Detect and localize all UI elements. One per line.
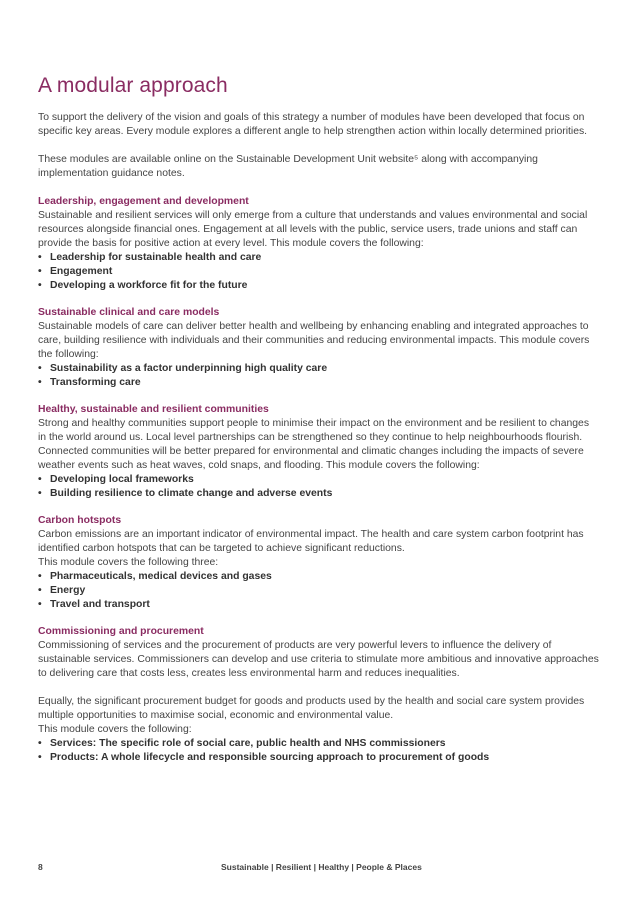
- module-section: [38, 306, 603, 390]
- text-line: sustainable services. Commissioners can develop and use criteria to stimulate more ambitious and innovative approaches: [38, 654, 599, 665]
- section-body: [38, 209, 603, 251]
- section-body: [38, 320, 603, 362]
- bullet-item: [38, 598, 603, 612]
- main-content: [38, 111, 603, 778]
- section-heading: Commissioning and procurement: [38, 626, 204, 637]
- bullet-text: Sustainability as a factor underpinning high quality care: [50, 363, 328, 374]
- bullet-text: Engagement: [50, 266, 113, 277]
- text-line: These modules are available online on the Sustainable Development Unit website⁵ along with accompanying: [38, 154, 538, 165]
- bullet-icon: •: [38, 571, 42, 582]
- text-line: resources alongside financial ones. Engagement at all levels with the public, service users, trade unions and staff can: [38, 224, 578, 235]
- bullet-text: Pharmaceuticals, medical devices and gases: [50, 571, 272, 582]
- bullet-text: Transforming care: [50, 377, 141, 388]
- bullet-text: Building resilience to climate change and adverse events: [50, 488, 333, 499]
- bullet-item: [38, 737, 603, 751]
- bullet-icon: •: [38, 252, 42, 263]
- bullet-icon: •: [38, 363, 42, 374]
- bullet-item: [38, 362, 603, 376]
- bullet-icon: •: [38, 377, 42, 388]
- text-line: weather events such as heat waves, cold snaps, and flooding. This module covers the following:: [38, 460, 480, 471]
- section-body: [38, 417, 603, 473]
- text-line: Strong and healthy communities support people to minimise their impact on the environment and be resilient to changes: [38, 418, 590, 429]
- bullet-item: [38, 751, 603, 765]
- bullet-icon: •: [38, 474, 42, 485]
- text-line: Carbon emissions are an important indicator of environmental impact. The health and care system carbon footprint has: [38, 529, 584, 540]
- bullet-item: [38, 265, 603, 279]
- bullet-text: Travel and transport: [50, 599, 150, 610]
- bullet-list: [38, 251, 603, 293]
- bullet-icon: •: [38, 752, 42, 763]
- text-line: in the world around us. Local level partnerships can be strengthened so they continue to help neighbourhoods flourish.: [38, 432, 583, 443]
- text-line: Connected communities will be better prepared for environmental and climatic changes including the impacts of severe: [38, 446, 584, 457]
- section-body: [38, 639, 603, 681]
- module-section: [38, 195, 603, 293]
- intro-paragraph: [38, 111, 603, 139]
- section-heading: Carbon hotspots: [38, 515, 122, 526]
- bullet-icon: •: [38, 280, 42, 291]
- text-line: Commissioning of services and the procurement of products are very powerful levers to influence the delivery of: [38, 640, 552, 651]
- text-line: implementation guidance notes.: [38, 168, 185, 179]
- bullet-item: [38, 376, 603, 390]
- section-heading: Healthy, sustainable and resilient communities: [38, 404, 269, 415]
- bullet-text: Services: The specific role of social care, public health and NHS commissioners: [50, 738, 446, 749]
- text-line: To support the delivery of the vision and goals of this strategy a number of modules have been developed that focus on: [38, 112, 585, 123]
- bullet-item: [38, 584, 603, 598]
- bullet-item: [38, 279, 603, 293]
- bullet-list: [38, 570, 603, 612]
- bullet-text: Products: A whole lifecycle and responsible sourcing approach to procurement of goods: [50, 752, 490, 763]
- bullet-text: Developing local frameworks: [50, 474, 194, 485]
- bullet-icon: •: [38, 585, 42, 596]
- text-line: the following:: [38, 349, 99, 360]
- intro-paragraph: [38, 153, 603, 181]
- text-line: to delivering care that costs less, creates less environmental harm and reduces inequalities.: [38, 668, 460, 679]
- module-section: [38, 403, 603, 501]
- text-line: specific key areas. Every module explores a different angle to help strengthen action within locally determined priorities.: [38, 126, 588, 137]
- text-line: This module covers the following:: [38, 724, 192, 735]
- bullet-icon: •: [38, 488, 42, 499]
- section-heading: Sustainable clinical and care models: [38, 307, 220, 318]
- module-section: [38, 514, 603, 612]
- text-line: This module covers the following three:: [38, 557, 219, 568]
- text-line: Sustainable models of care can deliver better health and wellbeing by enhancing enabling and integrated approaches to: [38, 321, 589, 332]
- bullet-icon: •: [38, 266, 42, 277]
- text-line: multiple opportunities to maximise social, economic and environmental value.: [38, 710, 394, 721]
- bullet-item: [38, 473, 603, 487]
- bullet-text: Developing a workforce fit for the future: [50, 280, 248, 291]
- bullet-text: Leadership for sustainable health and care: [50, 252, 262, 263]
- bullet-item: [38, 487, 603, 501]
- text-line: Equally, the significant procurement budget for goods and products used by the health and social care system provides: [38, 696, 585, 707]
- text-line: provide the basis for positive action at every level. This module covers the following:: [38, 238, 424, 249]
- text-line: care, building resilience with individuals and their communities and reducing environmental impacts. This module covers: [38, 335, 590, 346]
- bullet-list: [38, 473, 603, 501]
- bullet-icon: •: [38, 738, 42, 749]
- bullet-item: [38, 251, 603, 265]
- bullet-text: Energy: [50, 585, 86, 596]
- text-line: Sustainable and resilient services will only emerge from a culture that understands and values environmental and social: [38, 210, 588, 221]
- footer-tagline: Sustainable | Resilient | Healthy | People & Places: [221, 862, 422, 872]
- page-title: A modular approach: [38, 74, 228, 97]
- section-body: [38, 528, 603, 570]
- module-section: [38, 625, 603, 765]
- page-number: 8: [38, 862, 43, 872]
- section-body-continued: [38, 695, 603, 737]
- text-line: identified carbon hotspots that can be targeted to achieve significant reductions.: [38, 543, 405, 554]
- bullet-icon: •: [38, 599, 42, 610]
- bullet-item: [38, 570, 603, 584]
- bullet-list: [38, 737, 603, 765]
- bullet-list: [38, 362, 603, 390]
- section-heading: Leadership, engagement and development: [38, 196, 249, 207]
